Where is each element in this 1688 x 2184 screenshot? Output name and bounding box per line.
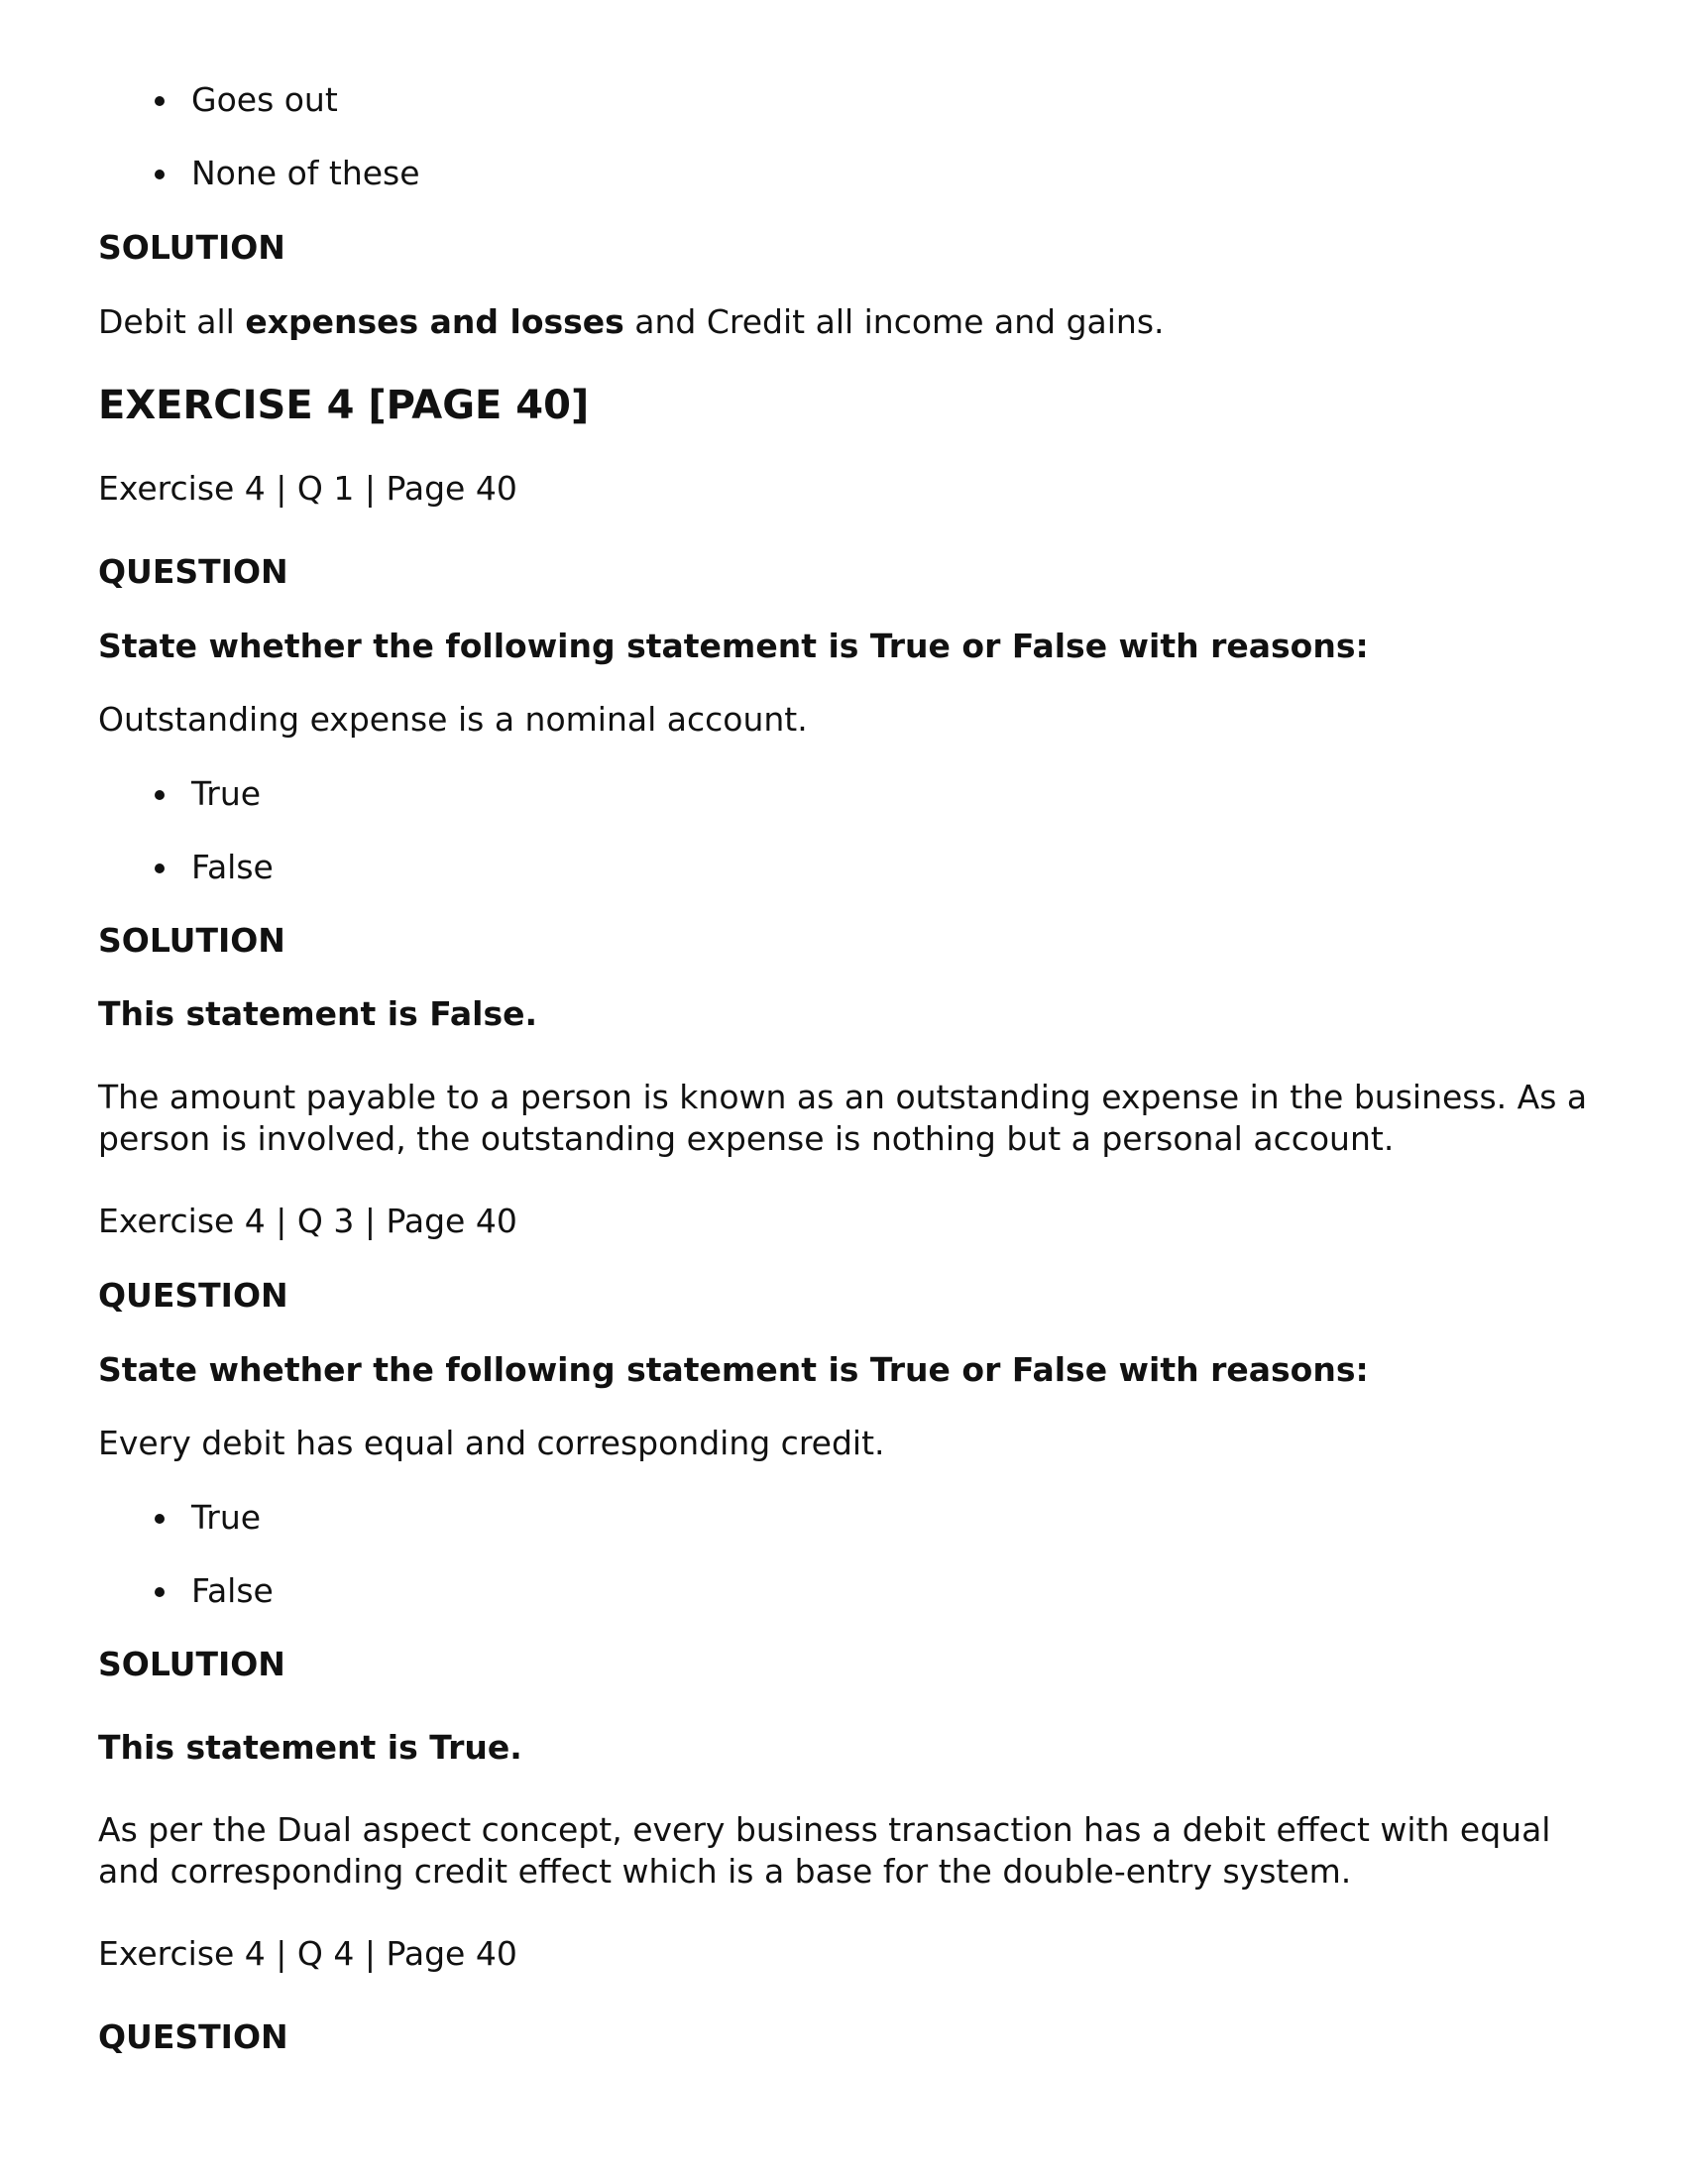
q3-answer: This statement is True. (98, 1728, 522, 1767)
solution-label: SOLUTION (98, 228, 285, 267)
bullet-icon (155, 96, 165, 106)
q3-solution-label: SOLUTION (98, 1645, 285, 1683)
bullet-icon (155, 1514, 165, 1524)
q3-question-label: QUESTION (98, 1276, 288, 1315)
exercise-heading: EXERCISE 4 [PAGE 40] (98, 383, 590, 428)
q1-reference: Exercise 4 | Q 1 | Page 40 (98, 469, 517, 508)
q4-question-label: QUESTION (98, 2017, 288, 2056)
intro-solution-bold: expenses and losses (245, 302, 624, 341)
intro-solution-after: and Credit all income and gains. (623, 302, 1165, 341)
bullet-icon (155, 863, 165, 873)
q1-option-true: True (191, 774, 262, 813)
bullet-icon (155, 790, 165, 800)
intro-solution-text (98, 301, 1165, 343)
q4-reference: Exercise 4 | Q 4 | Page 40 (98, 1934, 517, 1973)
q1-solution-label: SOLUTION (98, 921, 285, 960)
q3-explanation: As per the Dual aspect concept, every business transaction has a debit effect with equal and corresponding credit effect which is a base for the double-entry system. (98, 1810, 1551, 1891)
q1-question-label: QUESTION (98, 552, 288, 591)
intro-solution-before: Debit all (98, 302, 246, 341)
option-goes-out: Goes out (191, 80, 338, 119)
bullet-icon (155, 1587, 165, 1597)
q3-option-true: True (191, 1498, 262, 1537)
q1-option-false: False (191, 848, 274, 886)
q1-answer: This statement is False. (98, 994, 538, 1033)
q3-option-false: False (191, 1571, 274, 1610)
option-none-of-these: None of these (191, 154, 420, 192)
q3-reference: Exercise 4 | Q 3 | Page 40 (98, 1202, 517, 1240)
q1-explanation: The amount payable to a person is known as an outstanding expense in the business. As a person is involved, the outstanding expense is nothing but a personal account. (98, 1078, 1588, 1158)
q3-prompt: State whether the following statement is True or False with reasons: (98, 1350, 1369, 1389)
q1-statement: Outstanding expense is a nominal account. (98, 700, 808, 739)
bullet-icon (155, 170, 165, 179)
q3-statement: Every debit has equal and corresponding credit. (98, 1424, 885, 1462)
q1-prompt: State whether the following statement is True or False with reasons: (98, 627, 1369, 665)
